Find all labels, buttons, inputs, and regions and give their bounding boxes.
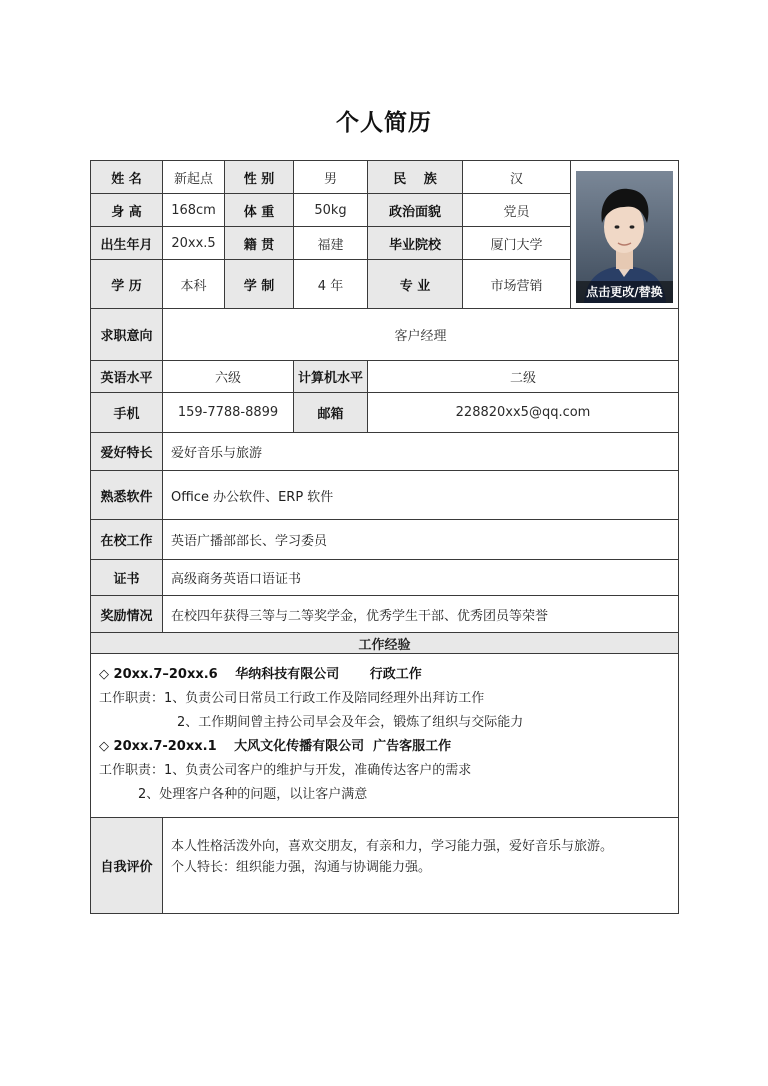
- hobby-value[interactable]: 爱好音乐与旅游: [163, 433, 679, 471]
- campus-value[interactable]: 英语广播部部长、学习委员: [163, 520, 679, 560]
- duration-value[interactable]: 4 年: [294, 260, 368, 309]
- certificate-label: 证书: [91, 560, 163, 596]
- school-label: 毕业院校: [368, 227, 463, 260]
- job-heading: ◇ 20xx.7–20xx.6 华纳科技有限公司 行政工作: [99, 667, 422, 682]
- campus-label: 在校工作: [91, 520, 163, 560]
- major-value[interactable]: 市场营销: [463, 260, 571, 309]
- name-value[interactable]: 新起点: [163, 161, 225, 194]
- native-value[interactable]: 福建: [294, 227, 368, 260]
- computer-value[interactable]: 二级: [368, 361, 679, 393]
- resume-table: [90, 160, 679, 914]
- phone-value[interactable]: 159-7788-8899: [163, 393, 294, 433]
- job-heading: ◇ 20xx.7-20xx.1 大风文化传播有限公司 广告客服工作: [99, 739, 452, 754]
- skill-level-row: [91, 361, 679, 393]
- major-label: 专 业: [368, 260, 463, 309]
- certificate-row: [91, 560, 679, 596]
- english-value[interactable]: 六级: [163, 361, 294, 393]
- contact-row: [91, 393, 679, 433]
- birth-value[interactable]: 20xx.5: [163, 227, 225, 260]
- political-value[interactable]: 党员: [463, 194, 571, 227]
- phone-label: 手机: [91, 393, 163, 433]
- awards-row: [91, 596, 679, 633]
- birth-label: 出生年月: [91, 227, 163, 260]
- certificate-value[interactable]: 高级商务英语口语证书: [163, 560, 679, 596]
- ethnic-label: 民 族: [368, 161, 463, 194]
- self-eval-label: 自我评价: [91, 818, 163, 914]
- school-value[interactable]: 厦门大学: [463, 227, 571, 260]
- intent-row: [91, 309, 679, 361]
- software-label: 熟悉软件: [91, 471, 163, 520]
- email-label: 邮箱: [294, 393, 368, 433]
- photo-cell: [571, 161, 679, 309]
- hobby-label: 爱好特长: [91, 433, 163, 471]
- experience-body[interactable]: [91, 654, 679, 818]
- experience-heading: 工作经验: [91, 633, 679, 654]
- page-title: 个人简历: [336, 110, 432, 136]
- change-photo-button[interactable]: 点击更改/替换: [576, 281, 673, 303]
- english-label: 英语水平: [91, 361, 163, 393]
- software-value[interactable]: Office 办公软件、ERP 软件: [163, 471, 679, 520]
- basic-row-1: [91, 161, 679, 194]
- awards-label: 奖励情况: [91, 596, 163, 633]
- gender-label: 性 别: [225, 161, 294, 194]
- edu-label: 学 历: [91, 260, 163, 309]
- edu-value[interactable]: 本科: [163, 260, 225, 309]
- profile-photo[interactable]: [576, 171, 673, 303]
- weight-label: 体 重: [225, 194, 294, 227]
- intent-label: 求职意向: [91, 309, 163, 361]
- campus-row: [91, 520, 679, 560]
- self-eval-line: 个人特长：组织能力强，沟通与协调能力强。: [171, 860, 432, 875]
- computer-label: 计算机水平: [294, 361, 368, 393]
- duration-label: 学 制: [225, 260, 294, 309]
- self-eval-body[interactable]: [163, 818, 679, 914]
- height-label: 身 高: [91, 194, 163, 227]
- software-row: [91, 471, 679, 520]
- political-label: 政治面貌: [368, 194, 463, 227]
- job-duty-line: 2、工作期间曾主持公司早会及年会，锻炼了组织与交际能力: [99, 715, 524, 730]
- ethnic-value[interactable]: 汉: [463, 161, 571, 194]
- weight-value[interactable]: 50kg: [294, 194, 368, 227]
- awards-value[interactable]: 在校四年获得三等与二等奖学金，优秀学生干部、优秀团员等荣誉: [163, 596, 679, 633]
- job-duty-line: 工作职责：1、负责公司客户的维护与开发，准确传达客户的需求: [99, 763, 472, 778]
- experience-header-row: [91, 633, 679, 654]
- name-label: 姓 名: [91, 161, 163, 194]
- native-label: 籍 贯: [225, 227, 294, 260]
- job-duty-line: 工作职责：1、负责公司日常员工行政工作及陪同经理外出拜访工作: [99, 691, 485, 706]
- self-eval-line: 本人性格活泼外向，喜欢交朋友，有亲和力，学习能力强，爱好音乐与旅游。: [171, 839, 614, 854]
- experience-row: [91, 654, 679, 818]
- job-duty-line: 2、处理客户各种的问题，以让客户满意: [99, 787, 368, 802]
- height-value[interactable]: 168cm: [163, 194, 225, 227]
- intent-value[interactable]: 客户经理: [163, 309, 679, 361]
- self-eval-row: [91, 818, 679, 914]
- gender-value[interactable]: 男: [294, 161, 368, 194]
- hobby-row: [91, 433, 679, 471]
- email-value[interactable]: 228820xx5@qq.com: [368, 393, 679, 433]
